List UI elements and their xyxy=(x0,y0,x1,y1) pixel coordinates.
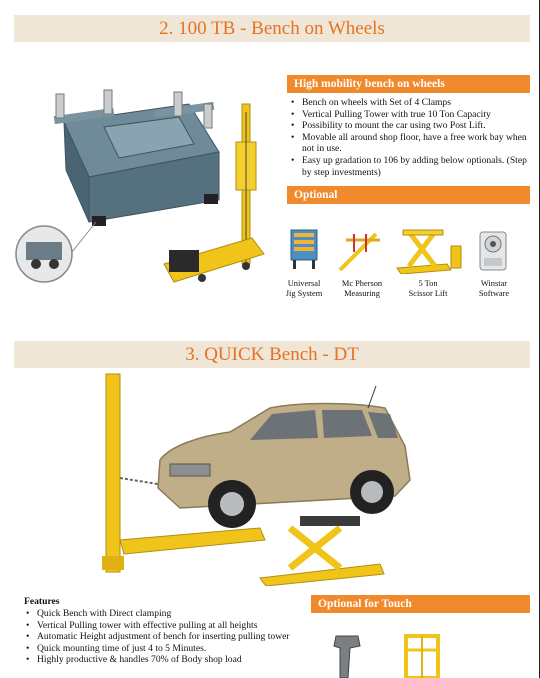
list-item: • Automatic Height adjustment of bench for inserting pulling tower xyxy=(24,631,294,643)
section1-title: 2. 100 TB - Bench on Wheels xyxy=(14,15,530,42)
touch-frame-icon xyxy=(402,632,442,678)
optional-label-scissor-lift: 5 Ton Scissor Lift xyxy=(408,279,448,298)
optional-header: Optional xyxy=(287,186,530,204)
high-mobility-header: High mobility bench on wheels xyxy=(287,75,530,93)
list-item: • Quick mounting time of just 4 to 5 Minutes. xyxy=(24,643,294,655)
section1-bullet-list xyxy=(289,97,531,178)
section2-title: 3. QUICK Bench - DT xyxy=(14,341,530,368)
touch-arm-icon xyxy=(330,632,366,678)
mcpherson-measuring-icon xyxy=(336,228,384,274)
jig-system-icon xyxy=(289,226,319,272)
list-item: • Easy up gradation to 106 by adding below optionals. (Step by step investments) xyxy=(289,155,531,178)
list-item: • Bench on wheels with Set of 4 Clamps xyxy=(289,97,531,109)
list-item: • Quick Bench with Direct clamping xyxy=(24,608,294,620)
list-item: • Possibility to mount the car using two Post Lift. xyxy=(289,120,531,132)
winstar-software-icon xyxy=(476,230,510,272)
quick-bench-car-image xyxy=(100,368,430,586)
list-item: • Movable all around shop floor, have a free work bay when not in use. xyxy=(289,132,531,155)
list-item: • Vertical Pulling tower with effective pulling at all heights xyxy=(24,620,294,632)
optional-label-mcpherson: Mc Pherson Measuring xyxy=(341,279,383,298)
bench-on-wheels-image xyxy=(14,82,284,290)
optional-for-touch-header: Optional for Touch xyxy=(311,595,530,613)
features-list xyxy=(24,608,294,666)
optional-label-winstar: Winstar Software xyxy=(478,279,510,298)
optional-label-jig: Universal Jig System xyxy=(285,279,323,298)
list-item: • Highly productive & handles 70% of Body shop load xyxy=(24,654,294,666)
features-title: Features xyxy=(24,596,60,607)
list-item: • Vertical Pulling Tower with true 10 Ton Capacity xyxy=(289,109,531,121)
scissor-lift-icon xyxy=(395,228,465,274)
